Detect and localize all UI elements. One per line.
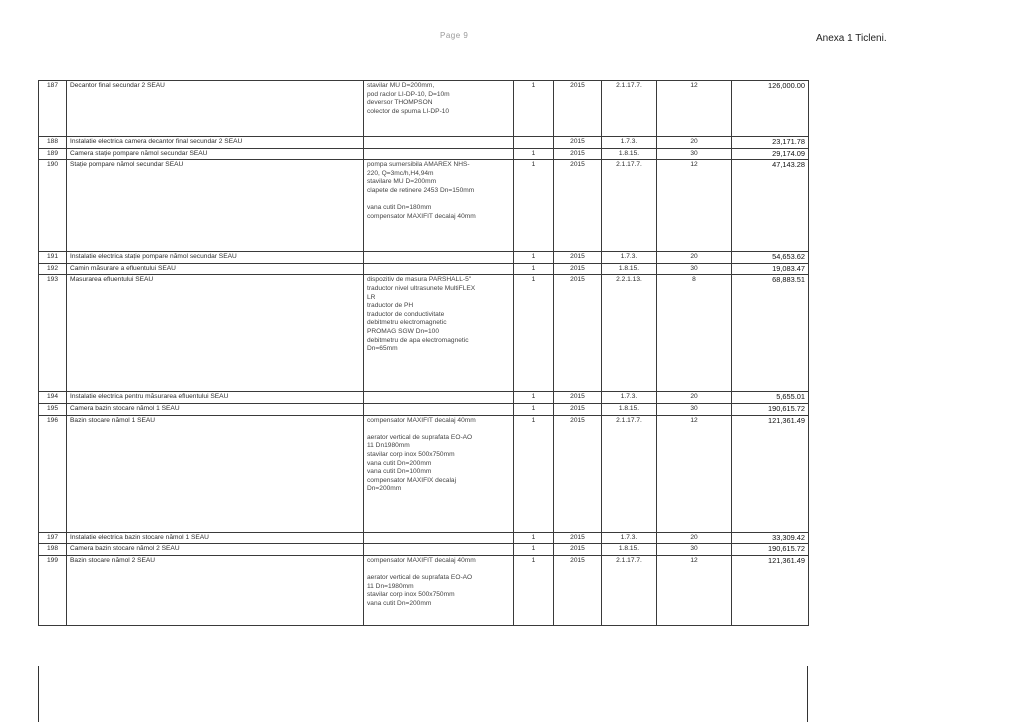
item-value: 121,361.49 <box>732 415 809 532</box>
spec-line: debitmetru electromagnetic <box>367 319 447 327</box>
item-lifetime-years: 12 <box>657 160 732 252</box>
spec-line: compensator MAXIFIT decalaj 40mm <box>367 212 476 220</box>
item-classification-code: 1.7.3. <box>602 252 657 264</box>
item-quantity: 1 <box>514 81 554 137</box>
item-value: 190,615.72 <box>732 403 809 415</box>
spec-line <box>367 196 510 205</box>
item-name: Camin măsurare a efluentului SEAU <box>67 263 364 275</box>
item-year: 2015 <box>554 137 602 149</box>
item-name: Camera bazin stocare nămol 2 SEAU <box>67 544 364 556</box>
item-lifetime-years: 30 <box>657 403 732 415</box>
item-specs <box>364 252 514 264</box>
item-specs <box>364 137 514 149</box>
item-lifetime-years: 20 <box>657 532 732 544</box>
item-classification-code: 1.7.3. <box>602 392 657 404</box>
item-quantity: 1 <box>514 532 554 544</box>
table-row <box>39 415 809 532</box>
row-number: 187 <box>39 81 67 137</box>
table-row <box>39 275 809 392</box>
item-name: Camera stație pompare nămol secundar SEAU <box>67 148 364 160</box>
table-row <box>39 544 809 556</box>
item-name: Bazin stocare nămol 1 SEAU <box>67 415 364 532</box>
spec-line: stavilare MU D=200mm <box>367 178 437 186</box>
row-number: 195 <box>39 403 67 415</box>
item-specs <box>364 415 514 532</box>
spec-line: vana cutit Dn=180mm <box>367 204 432 212</box>
spec-line: compensator MAXIFIT decalaj 40mm <box>367 556 476 564</box>
spec-line: clapete de retinere 2453 Dn=150mm <box>367 186 475 194</box>
item-value: 54,653.62 <box>732 252 809 264</box>
row-number: 197 <box>39 532 67 544</box>
spec-line: stavilar corp inox 500x750mm <box>367 450 455 458</box>
spec-line <box>367 425 510 434</box>
item-quantity: 1 <box>514 415 554 532</box>
table-row <box>39 252 809 264</box>
item-value: 68,883.51 <box>732 275 809 392</box>
spec-line <box>367 565 510 574</box>
item-quantity: 1 <box>514 148 554 160</box>
item-quantity: 1 <box>514 403 554 415</box>
item-name: Camera bazin stocare nămol 1 SEAU <box>67 403 364 415</box>
table-row <box>39 403 809 415</box>
spec-line: vana cutit Dn=200mm <box>367 459 432 467</box>
table-row <box>39 392 809 404</box>
item-value: 190,615.72 <box>732 544 809 556</box>
item-quantity: 1 <box>514 275 554 392</box>
item-classification-code: 2.1.17.7. <box>602 555 657 625</box>
item-lifetime-years: 12 <box>657 81 732 137</box>
item-quantity <box>514 137 554 149</box>
item-name: Instalatie electrica camera decantor final secundar 2 SEAU <box>67 137 364 149</box>
table-continuation <box>38 666 808 722</box>
item-value: 19,083.47 <box>732 263 809 275</box>
table-row <box>39 81 809 137</box>
item-value: 126,000.00 <box>732 81 809 137</box>
item-specs <box>364 275 514 392</box>
row-number: 190 <box>39 160 67 252</box>
item-year: 2015 <box>554 263 602 275</box>
spec-line: aerator vertical de suprafata EO-AO <box>367 433 473 441</box>
item-lifetime-years: 20 <box>657 252 732 264</box>
row-number: 194 <box>39 392 67 404</box>
item-year: 2015 <box>554 392 602 404</box>
item-name: Decantor final secundar 2 SEAU <box>67 81 364 137</box>
spec-line: 220, Q=3mc/h,H4,94m <box>367 169 434 177</box>
table-row <box>39 160 809 252</box>
spec-line: dispozitiv de masura PARSHALL-5" <box>367 276 472 284</box>
row-number: 199 <box>39 555 67 625</box>
table-row <box>39 148 809 160</box>
table-row <box>39 555 809 625</box>
item-classification-code: 1.7.3. <box>602 137 657 149</box>
item-year: 2015 <box>554 532 602 544</box>
table-row <box>39 532 809 544</box>
item-lifetime-years: 20 <box>657 392 732 404</box>
item-lifetime-years: 30 <box>657 148 732 160</box>
inventory-table <box>38 80 809 626</box>
item-year: 2015 <box>554 403 602 415</box>
spec-line: pod raclor LI-DP-10, D=10m <box>367 90 450 98</box>
item-lifetime-years: 30 <box>657 263 732 275</box>
item-name: Masurarea efluentului SEAU <box>67 275 364 392</box>
spec-line: Dn=200mm <box>367 485 402 493</box>
row-number: 189 <box>39 148 67 160</box>
item-classification-code: 2.1.17.7. <box>602 160 657 252</box>
item-year: 2015 <box>554 415 602 532</box>
item-classification-code: 1.8.15. <box>602 403 657 415</box>
item-name: Instalatie electrica stație pompare nămol secundar SEAU <box>67 252 364 264</box>
item-quantity: 1 <box>514 555 554 625</box>
spec-line: traductor de PH <box>367 302 414 310</box>
spec-line: traductor de conductivitate <box>367 310 445 318</box>
item-year: 2015 <box>554 275 602 392</box>
item-lifetime-years: 12 <box>657 555 732 625</box>
row-number: 191 <box>39 252 67 264</box>
item-classification-code: 1.7.3. <box>602 532 657 544</box>
spec-line: PROMAG SGW Dn=100 <box>367 327 440 335</box>
spec-line: 11 Dn1980mm <box>367 442 410 450</box>
row-number: 193 <box>39 275 67 392</box>
spec-line: aerator vertical de suprafata EO-AO <box>367 573 473 581</box>
row-number: 198 <box>39 544 67 556</box>
row-number: 196 <box>39 415 67 532</box>
spec-line: stavilar corp inox 500x750mm <box>367 591 455 599</box>
spec-line: pompa sumersibila AMAREX NHS- <box>367 161 470 169</box>
spec-line: stavilar MU D=200mm, <box>367 82 435 89</box>
page-number-label: Page 9 <box>440 31 469 40</box>
spec-line: vana cutit Dn=100mm <box>367 468 432 476</box>
item-lifetime-years: 12 <box>657 415 732 532</box>
item-year: 2015 <box>554 555 602 625</box>
item-specs <box>364 544 514 556</box>
item-value: 23,171.78 <box>732 137 809 149</box>
item-specs <box>364 392 514 404</box>
item-value: 121,361.49 <box>732 555 809 625</box>
item-value: 29,174.09 <box>732 148 809 160</box>
spec-line: 11 Dn=1980mm <box>367 582 414 590</box>
item-specs <box>364 263 514 275</box>
item-value: 5,655.01 <box>732 392 809 404</box>
item-lifetime-years: 20 <box>657 137 732 149</box>
item-quantity: 1 <box>514 160 554 252</box>
annex-title: Anexa 1 Ticleni. <box>816 33 887 44</box>
item-quantity: 1 <box>514 252 554 264</box>
spec-line: compensator MAXIFIT decalaj 40mm <box>367 416 476 424</box>
item-classification-code: 2.2.1.13. <box>602 275 657 392</box>
item-quantity: 1 <box>514 392 554 404</box>
item-specs <box>364 160 514 252</box>
item-year: 2015 <box>554 252 602 264</box>
row-number: 192 <box>39 263 67 275</box>
spec-line: traductor nivel ultrasunete MultiFLEX <box>367 284 476 292</box>
item-name: Instalatie electrica bazin stocare nămol 1 SEAU <box>67 532 364 544</box>
spec-line: deversor THOMPSON <box>367 99 433 107</box>
spec-line: debitmetru de apa electromagnetic <box>367 336 469 344</box>
item-year: 2015 <box>554 160 602 252</box>
item-specs <box>364 532 514 544</box>
item-year: 2015 <box>554 544 602 556</box>
item-value: 47,143.28 <box>732 160 809 252</box>
item-value: 33,309.42 <box>732 532 809 544</box>
item-name: Stație pompare nămol secundar SEAU <box>67 160 364 252</box>
table-row <box>39 263 809 275</box>
item-year: 2015 <box>554 148 602 160</box>
spec-line: LR <box>367 293 376 301</box>
item-lifetime-years: 30 <box>657 544 732 556</box>
item-quantity: 1 <box>514 544 554 556</box>
item-name: Instalatie electrica pentru măsurarea efluentului SEAU <box>67 392 364 404</box>
spec-line: compensator MAXIFIX decalaj <box>367 476 457 484</box>
item-classification-code: 1.8.15. <box>602 544 657 556</box>
spec-line: colector de spuma LI-DP-10 <box>367 107 450 115</box>
item-classification-code: 2.1.17.7. <box>602 415 657 532</box>
row-number: 188 <box>39 137 67 149</box>
item-quantity: 1 <box>514 263 554 275</box>
spec-line: vana cutit Dn=200mm <box>367 599 432 607</box>
item-lifetime-years: 8 <box>657 275 732 392</box>
item-specs <box>364 555 514 625</box>
table-row <box>39 137 809 149</box>
item-year: 2015 <box>554 81 602 137</box>
item-classification-code: 2.1.17.7. <box>602 81 657 137</box>
item-classification-code: 1.8.15. <box>602 263 657 275</box>
item-specs <box>364 403 514 415</box>
item-name: Bazin stocare nămol 2 SEAU <box>67 555 364 625</box>
spec-line: Dn=65mm <box>367 345 398 353</box>
item-classification-code: 1.8.15. <box>602 148 657 160</box>
item-specs <box>364 148 514 160</box>
item-specs <box>364 81 514 137</box>
